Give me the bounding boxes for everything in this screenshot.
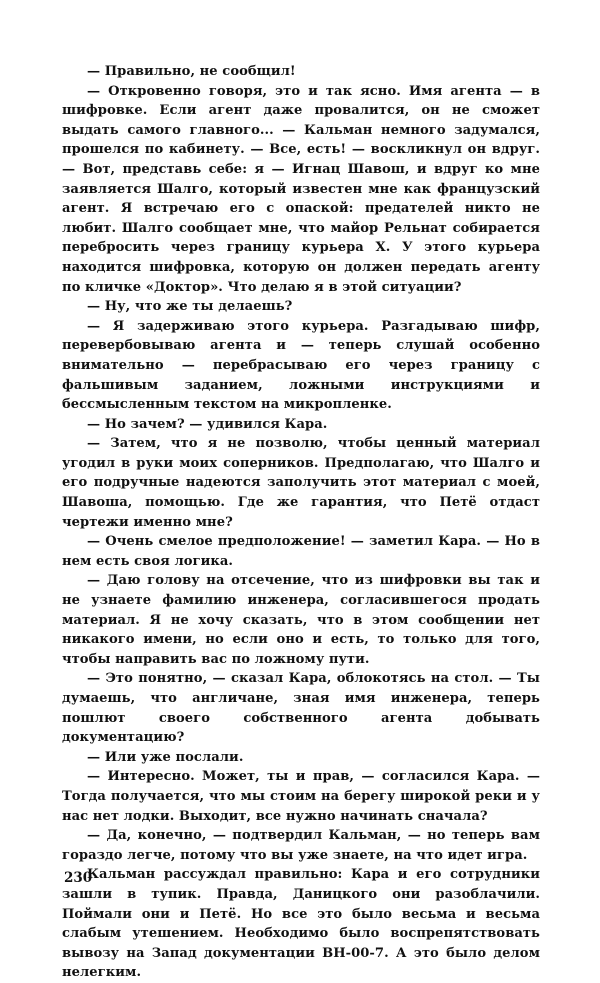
- paragraph-6: — Затем, что я не позволю, чтобы ценный материал угодил в руки моих соперников. Предполагаю, что Шалго и его подручные надеются заполучить этот материал с моей, Шавоша, помощью. Где же гарантия, что Петё отдаст чертежи именно мне?: [62, 436, 540, 530]
- page-number: 230: [64, 870, 93, 886]
- paragraph-5: — Но зачем? — удивился Кара.: [87, 416, 328, 432]
- paragraph-8: — Даю голову на отсечение, что из шифровки вы так и не узнаете фамилию инженера, согласившегося продать материал. Я не хочу сказать, что в этом сообщении нет никакого имени, но если оно и есть, то только для того, чтобы направить вас по ложному пути.: [62, 573, 540, 667]
- paragraph-1: — Правильно, не сообщил!: [87, 64, 296, 79]
- paragraph-2: — Откровенно говоря, это и так ясно. Имя агента — в шифровке. Если агент даже провалится, он не сможет выдать самого главного... — Кальман немного задумался, прошелся по кабинету. — Все, есть! — воскликнул он вдруг. — Вот, представь себе: я — Игнац Шавош, и вдруг ко мне заявляется Шалго, который известен мне как французский агент. Я встречаю его с опаской: предателей никто не любит. Шалго сообщает мне, что майор Рельнат собирается перебросить через границу курьера Х. У этого курьера находится шифровка, которую он должен передать агенту по кличке «Доктор». Что делаю я в этой ситуации?: [62, 83, 540, 295]
- paragraph-7: — Очень смелое предположение! — заметил Кара. — Но в нем есть своя логика.: [62, 534, 540, 569]
- paragraph-10: — Или уже послали.: [87, 749, 244, 765]
- paragraph-9: — Это понятно, — сказал Кара, облокотясь на стол. — Ты думаешь, что англичане, зная имя инженера, теперь пошлют своего собственного агента добывать документацию?: [62, 671, 540, 746]
- page-text: [62, 62, 540, 983]
- paragraph-11: — Интересно. Может, ты и прав, — согласился Кара. — Тогда получается, что мы стоим на берегу широкой реки и у нас нет лодки. Выходит, все нужно начинать сначала?: [62, 769, 540, 824]
- paragraph-3: — Ну, что же ты делаешь?: [87, 299, 293, 315]
- paragraph-12: — Да, конечно, — подтвердил Кальман, — но теперь вам гораздо легче, потому что вы уже знаете, на что идет игра.: [62, 828, 540, 863]
- paragraph-13: Кальман рассуждал правильно: Кара и его сотрудники зашли в тупик. Правда, Даницкого они разоблачили. Поймали они и Петё. Но все это было весьма и весьма слабым утешением. Необходимо было воспрепятствовать вывозу на Запад документации ВН-00-7. А это было делом нелегким.: [62, 867, 540, 981]
- paragraph-4: — Я задерживаю этого курьера. Разгадываю шифр, перевербовываю агента и — теперь слушай особенно внимательно — перебрасываю его через границу с фальшивым заданием, ложными инструкциями и бессмысленным текстом на микропленке.: [62, 318, 540, 413]
